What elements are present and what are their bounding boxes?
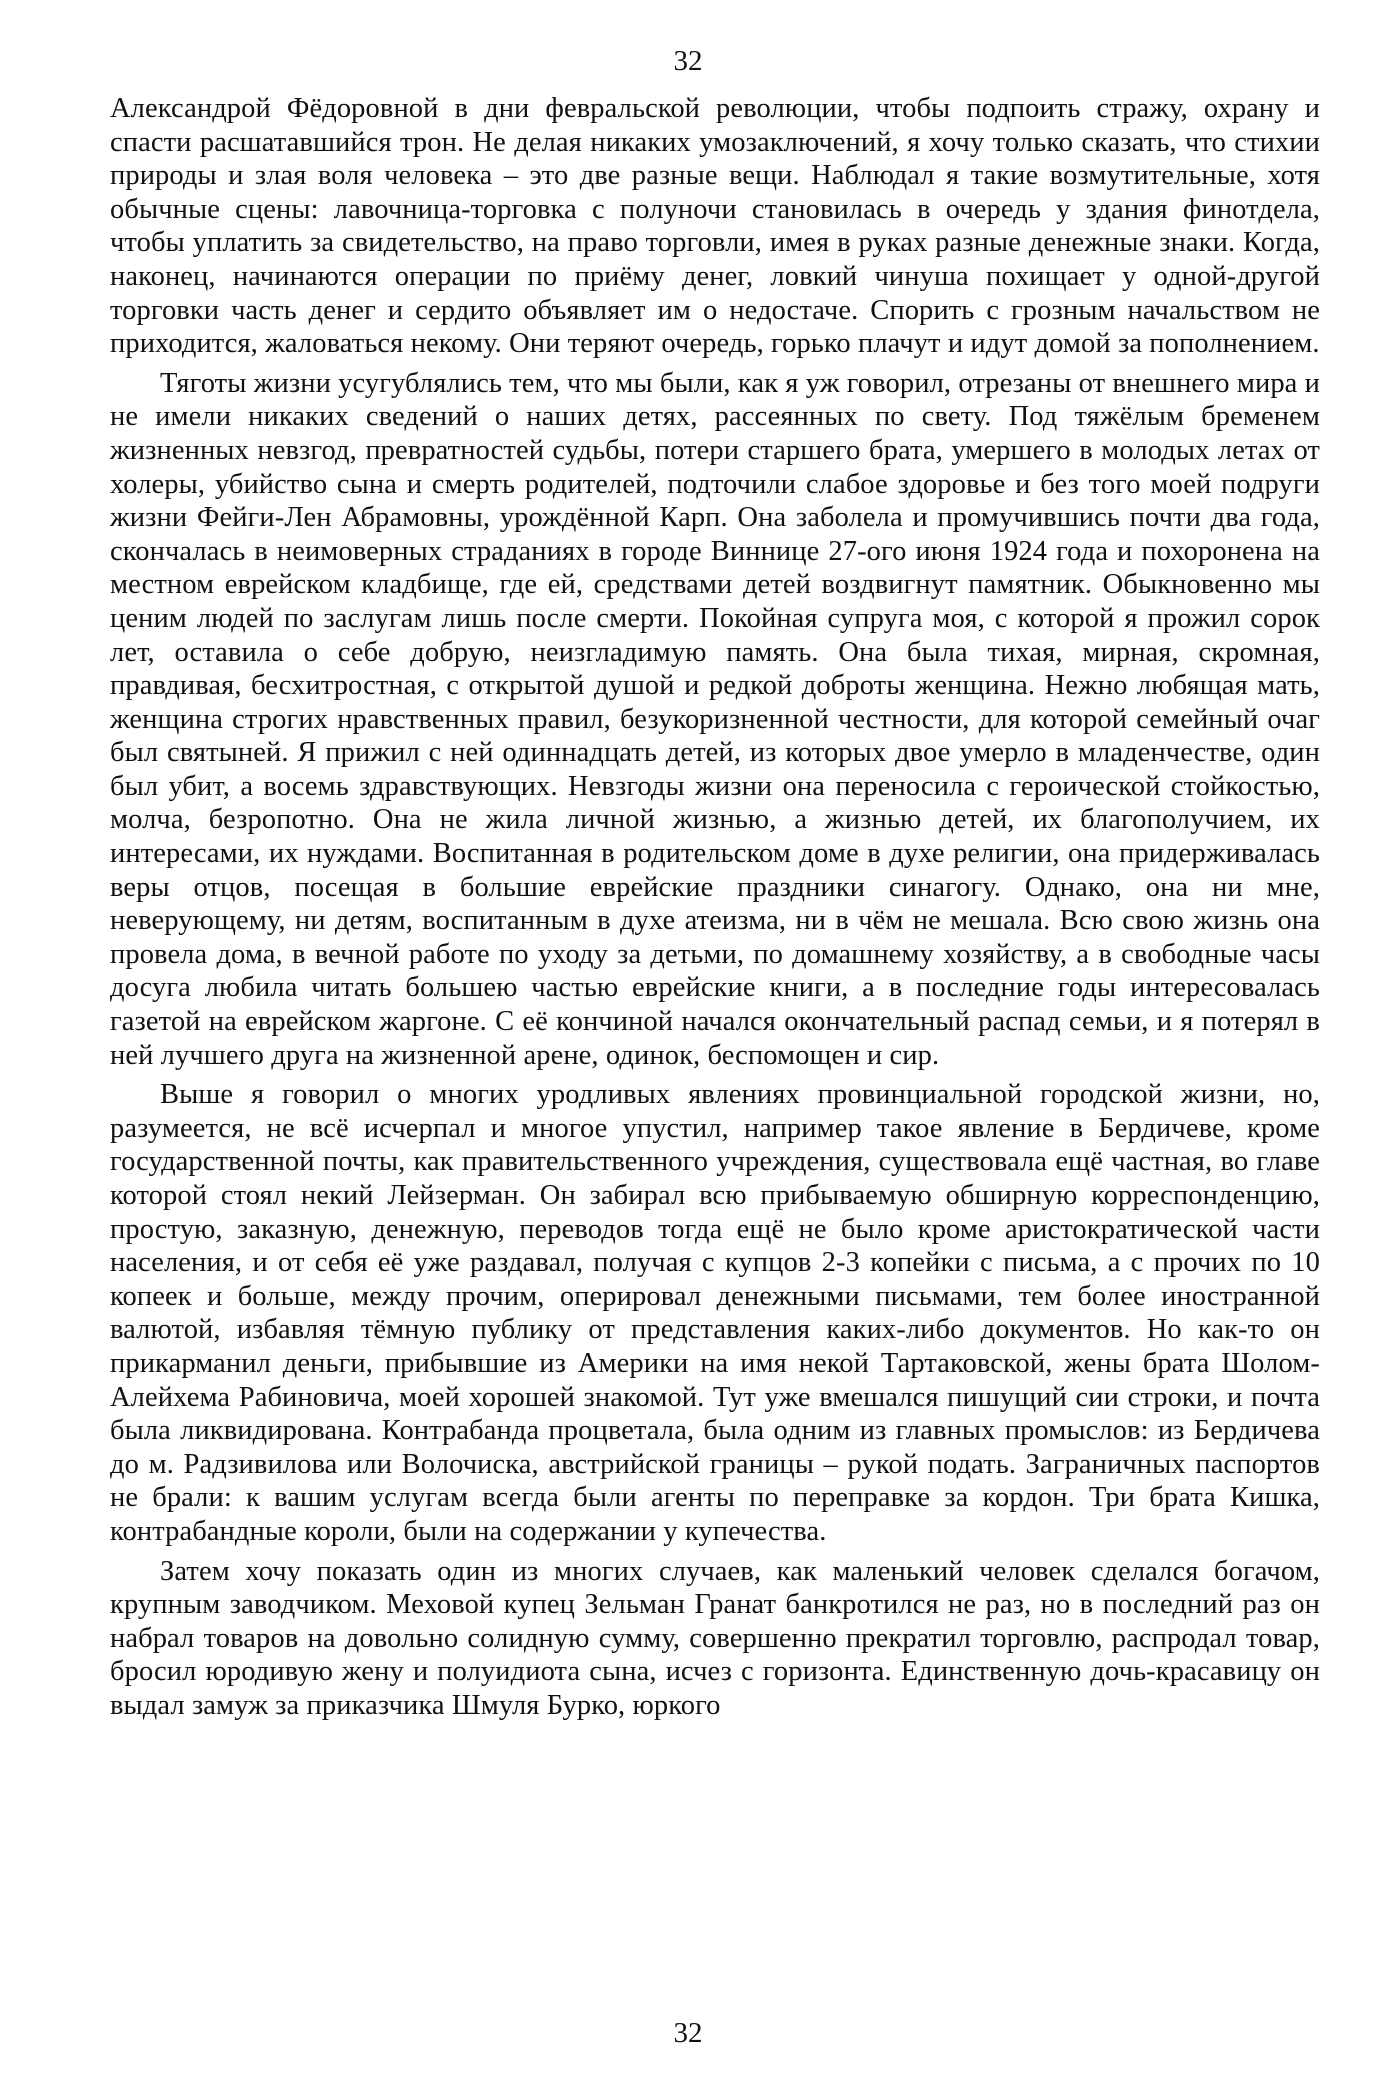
paragraph-1: Александрой Фёдоровной в дни февральской революции, чтобы подпоить стражу, охрану и спасти расшатавшийся трон. Не делая никаких умозаключений, я хочу только сказать, что стихии природы и злая воля человека – это две разные вещи. Наблюдал я такие возмутительные, хотя обычные сцены: лавочница-торговка с полуночи становилась в очередь у здания финотдела, чтобы уплатить за свидетельство, на право торговли, имея в руках разные денежные знаки. Когда, наконец, начинаются операции по приёму денег, ловкий чинуша похищает у одной-другой торговки часть денег и сердито объявляет им о недостаче. Спорить с грозным начальством не приходится, жаловаться некому. Они теряют очередь, горько плачут и идут домой за пополнением. [110,93,1320,360]
body-text [110,92,1320,1723]
paragraph-3: Выше я говорил о многих уродливых явлениях провинциальной городской жизни, но, разумеется, не всё исчерпал и многое упустил, например такое явление в Бердичеве, кроме государственной почты, как правительственного учреждения, существовала ещё частная, во главе которой стоял некий Лейзерман. Он забирал всю прибываемую обширную корреспонденцию, простую, заказную, денежную, переводов тогда ещё не было кроме аристократической части населения, и от себя её уже раздавал, получая с купцов 2-3 копейки с письма, а с прочих по 10 копеек и больше, между прочим, оперировал денежными письмами, тем более иностранной валютой, избавляя тёмную публику от представления каких-либо документов. Но как-то он прикарманил деньги, прибывшие из Америки на имя некой Тартаковской, жены брата Шолом-Алейхема Рабиновича, моей хорошей знакомой. Тут уже вмешался пишущий сии строки, и почта была ликвидирована. Контрабанда процветала, была одним из главных промыслов: из Бердичева до м. Радзивилова или Волочиска, австрийской границы – рукой подать. Заграничных паспортов не брали: к вашим услугам всегда были агенты по переправке за кордон. Три брата Кишка, контрабандные короли, были на содержании у купечества. [110,1079,1320,1547]
page-number-top: 32 [673,45,703,77]
page-number-bottom: 32 [673,2017,703,2049]
paragraph-4: Затем хочу показать один из многих случаев, как маленький человек сделался богачом, крупным заводчиком. Меховой купец Зельман Гранат банкротился не раз, но в последний раз он набрал товаров на довольно солидную сумму, совершенно прекратил торговлю, распродал товар, бросил юродивую жену и полуидиота сына, исчез с горизонта. Единственную дочь-красавицу он выдал замуж за приказчика Шмуля Бурко, юркого [110,1555,1320,1721]
paragraph-2: Тяготы жизни усугублялись тем, что мы были, как я уж говорил, отрезаны от внешнего мира и не имели никаких сведений о наших детях, рассеянных по свету. Под тяжёлым бременем жизненных невзгод, превратностей судьбы, потери старшего брата, умершего в молодых летах от холеры, убийство сына и смерть родителей, подточили слабое здоровье и без того моей подруги жизни Фейги-Лен Абрамовны, урождённой Карп. Она заболела и промучившись почти два года, скончалась в неимоверных страданиях в городе Виннице 27-ого июня 1924 года и похоронена на местном еврейском кладбище, где ей, средствами детей воздвигнут памятник. Обыкновенно мы ценим людей по заслугам лишь после смерти. Покойная супруга моя, с которой я прожил сорок лет, оставила о себе добрую, неизгладимую память. Она была тихая, мирная, скромная, правдивая, бесхитростная, с открытой душой и редкой доброты женщина. Нежно любящая мать, женщина строгих нравственных правил, безукоризненной честности, для которой семейный очаг был святыней. Я прижил с ней одиннадцать детей, из которых двое умерло в младенчестве, один был убит, а восемь здравствующих. Невзгоды жизни она переносила с героической стойкостью, молча, безропотно. Она не жила личной жизнью, а жизнью детей, их благополучием, их интересами, их нуждами. Воспитанная в родительском доме в духе религии, она придерживалась веры отцов, посещая в большие еврейские праздники синагогу. Однако, она ни мне, неверующему, ни детям, воспитанным в духе атеизма, ни в чём не мешала. Всю свою жизнь она провела дома, в вечной работе по уходу за детьми, по домашнему хозяйству, а в свободные часы досуга любила читать большею частью еврейские книги, а в последние годы интересовалась газетой на еврейском жаргоне. С её кончиной начался окончательный распад семьи, и я потерял в ней лучшего друга на жизненной арене, одинок, беспомощен и сир. [110,367,1320,1071]
